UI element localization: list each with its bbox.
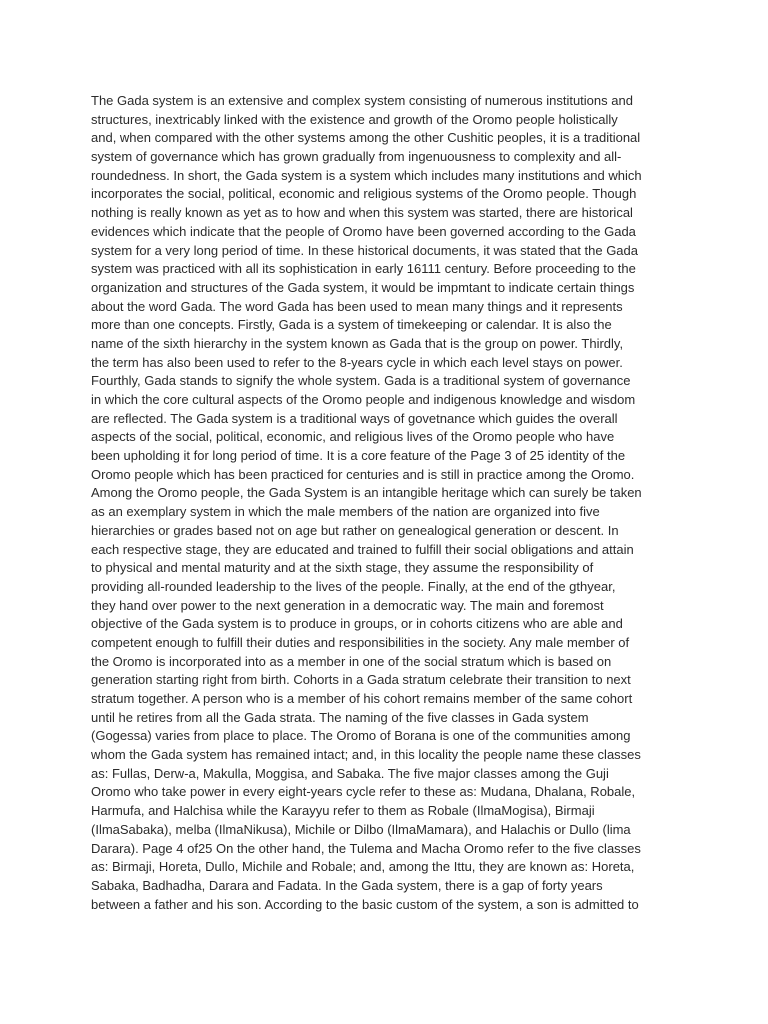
text-line: Darara). Page 4 of25 On the other hand, the Tulema and Macha Oromo refer to the five classes xyxy=(91,840,641,856)
text-line: they hand over power to the next generation in a democratic way. The main and foremost xyxy=(91,597,604,613)
text-line: each respective stage, they are educated and trained to fulfill their social obligations and attain xyxy=(91,541,634,557)
text-line: providing all-rounded leadership to the lives of the people. Finally, at the end of the gthyear, xyxy=(91,578,616,594)
text-line: about the word Gada. The word Gada has been used to mean many things and it represents xyxy=(91,298,623,314)
text-line: until he retires from all the Gada strata. The naming of the five classes in Gada system xyxy=(91,709,589,725)
text-line: system of governance which has grown gradually from ingenuousness to complexity and all- xyxy=(91,149,622,165)
text-line: Fourthly, Gada stands to signify the whole system. Gada is a traditional system of governance xyxy=(91,373,631,389)
text-line: Oromo who take power in every eight-years cycle refer to these as: Mudana, Dhalana, Robale, xyxy=(91,784,636,800)
text-line: competent enough to fulfill their duties and responsibilities in the society. Any male member of xyxy=(91,634,630,650)
text-line: and, when compared with the other systems among the other Cushitic peoples, it is a traditional xyxy=(91,130,641,146)
text-line: the Oromo is incorporated into as a member in one of the social stratum which is based on xyxy=(91,653,612,669)
text-line: as: Birmaji, Horeta, Dullo, Michile and Robale; and, among the Ittu, they are known as: Horeta, xyxy=(91,859,635,875)
body-paragraph xyxy=(91,92,691,914)
text-line: The Gada system is an extensive and complex system consisting of numerous institutions and xyxy=(91,93,633,108)
text-line: system for a very long period of time. In these historical documents, it was stated that the Gada xyxy=(91,242,638,258)
text-line: (IlmaSabaka), melba (IlmaNikusa), Michile or Dilbo (IlmaMamara), and Halachis or Dullo (lima xyxy=(91,821,631,837)
text-line: Oromo people which has been practiced for centuries and is still in practice among the Oromo. xyxy=(91,466,635,482)
text-line: incorporates the social, political, economic and religious systems of the Oromo people. Though xyxy=(91,186,637,202)
text-line: nothing is really known as yet as to how and when this system was started, there are historical xyxy=(91,205,633,221)
text-line: Sabaka, Badhadha, Darara and Fadata. In the Gada system, there is a gap of forty years xyxy=(91,877,603,893)
text-line: been upholding it for long period of time. It is a core feature of the Page 3 of 25 identity of the xyxy=(91,448,626,464)
text-line: are reflected. The Gada system is a traditional ways of govetnance which guides the overall xyxy=(91,410,618,426)
text-line: more than one concepts. Firstly, Gada is a system of timekeeping or calendar. It is also the xyxy=(91,317,612,333)
text-line: Harmufa, and Halchisa while the Karayyu refer to them as Robale (IlmaMogisa), Birmaji xyxy=(91,803,595,819)
text-line: as: Fullas, Derw-a, Makulla, Moggisa, and Sabaka. The five major classes among the Guji xyxy=(91,765,609,781)
text-line: hierarchies or grades based not on age but rather on genealogical generation or descent. In xyxy=(91,522,619,538)
text-line: the term has also been used to refer to the 8-years cycle in which each level stays on power. xyxy=(91,354,623,370)
text-line: structures, inextricably linked with the existence and growth of the Oromo people holistically xyxy=(91,111,618,127)
text-line: system was practiced with all its sophistication in early 16111 century. Before proceeding to the xyxy=(91,261,636,277)
text-line: organization and structures of the Gada system, it would be impmtant to indicate certain things xyxy=(91,279,635,295)
text-line: roundedness. In short, the Gada system is a system which includes many institutions and which xyxy=(91,167,642,183)
text-line: stratum together. A person who is a member of his cohort remains member of the same cohort xyxy=(91,691,633,706)
text-line: whom the Gada system has remained intact; and, in this locality the people name these classes xyxy=(91,747,641,763)
text-line: between a father and his son. According to the basic custom of the system, a son is admitted to xyxy=(91,896,639,912)
text-line: to physical and mental maturity and at the sixth stage, they assume the responsibility of xyxy=(91,560,594,576)
text-line: aspects of the social, political, economic, and religious lives of the Oromo people who have xyxy=(91,429,615,445)
text-line: as an exemplary system in which the male members of the nation are organized into five xyxy=(91,504,600,520)
text-line: (Gogessa) varies from place to place. The Oromo of Borana is one of the communities among xyxy=(91,728,631,744)
text-line: generation starting right from birth. Cohorts in a Gada stratum celebrate their transition to next xyxy=(91,672,631,688)
text-line: evidences which indicate that the people of Oromo have been governed according to the Gada xyxy=(91,223,636,239)
text-line: name of the sixth hierarchy in the system known as Gada that is the group on power. Thirdly, xyxy=(91,335,624,351)
text-line: Among the Oromo people, the Gada System is an intangible heritage which can surely be taken xyxy=(91,485,642,501)
text-line: objective of the Gada system is to produce in groups, or in cohorts citizens who are able and xyxy=(91,616,623,632)
text-line: in which the core cultural aspects of the Oromo people and indigenous knowledge and wisdom xyxy=(91,392,636,407)
